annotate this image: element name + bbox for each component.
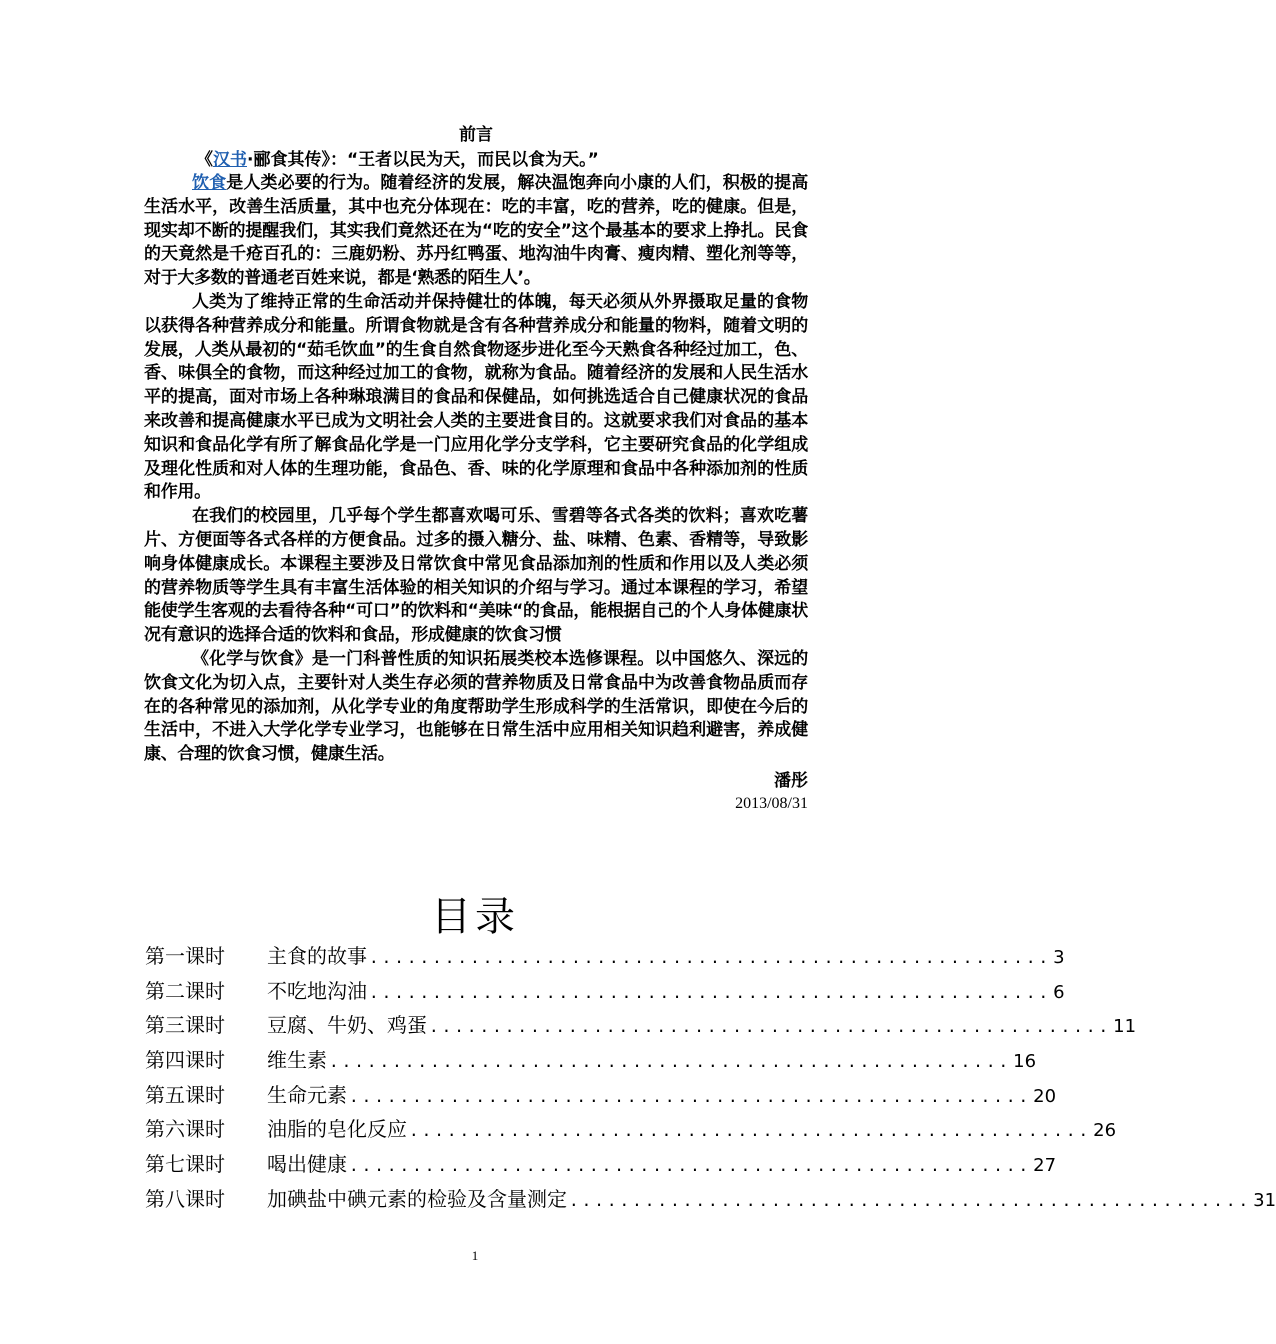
- toc-leader-dots: ......................................................: [409, 1121, 1092, 1141]
- toc-leader-dots: ......................................................: [569, 1190, 1252, 1210]
- toc-leader-dots: ......................................................: [369, 982, 1052, 1002]
- preface-paragraph-1: [144, 172, 808, 291]
- preface-quote: [144, 148, 808, 172]
- quote-open: 《: [196, 150, 213, 170]
- toc-entry[interactable]: [145, 1113, 1117, 1148]
- toc-leader-dots: ......................................................: [429, 1017, 1112, 1037]
- preface-paragraph-4: 《化学与饮食》是一门科普性质的知识拓展类校本选修课程。以中国悠久、深远的饮食文化为切入点，主要针对人类生存必须的营养物质及日常食品中为改善食物品质而存在的各种常见的添加剂，从化学专业的角度帮助学生形成科学的生活常识，即使在今后的生活中，不进入大学化学专业学习，也能够在日常生活中应用相关知识趋利避害，养成健康、合理的饮食习惯，健康生活。: [144, 648, 808, 765]
- toc-page-number: 16: [1013, 1051, 1037, 1073]
- page-number: 1: [471, 1248, 479, 1263]
- toc-lesson: 第四课时: [145, 1048, 225, 1073]
- toc-page-number: 3: [1053, 947, 1065, 968]
- yinshi-link[interactable]: 饮食: [192, 173, 227, 193]
- table-of-contents: [145, 940, 1276, 1218]
- toc-page-number: 20: [1033, 1085, 1057, 1107]
- preface-section: [144, 124, 808, 815]
- toc-leader-dots: ......................................................: [369, 948, 1052, 967]
- toc-entry[interactable]: [145, 1079, 1057, 1114]
- toc-topic: 豆腐、牛奶、鸡蛋: [267, 1013, 427, 1038]
- toc-lesson: 第二课时: [145, 978, 225, 1003]
- hanshu-link[interactable]: 汉书: [213, 150, 247, 170]
- toc-entry[interactable]: [145, 1009, 1137, 1044]
- signature-date: 2013/08/31: [735, 794, 808, 812]
- author-signature: 潘彤: [774, 770, 808, 791]
- toc-lesson: 第七课时: [145, 1152, 225, 1177]
- toc-topic: 维生素: [267, 1048, 327, 1073]
- toc-lesson: 第三课时: [145, 1013, 225, 1038]
- toc-entry[interactable]: [145, 1044, 1037, 1079]
- toc-entry[interactable]: [145, 1183, 1276, 1218]
- toc-lesson: 第六课时: [145, 1117, 225, 1142]
- toc-entry[interactable]: [145, 975, 1065, 1010]
- toc-entry[interactable]: [145, 940, 1065, 975]
- toc-topic: 喝出健康: [267, 1152, 347, 1177]
- toc-title: 目录: [431, 894, 519, 940]
- toc-page-number: 6: [1053, 981, 1065, 1003]
- toc-leader-dots: ......................................................: [349, 1086, 1032, 1106]
- toc-topic: 油脂的皂化反应: [267, 1117, 407, 1142]
- quote-text: ·郦食其传》：“王者以民为天，而民以食为天。”: [247, 150, 599, 170]
- toc-topic: 不吃地沟油: [267, 978, 367, 1003]
- toc-leader-dots: ......................................................: [329, 1052, 1012, 1072]
- toc-leader-dots: ......................................................: [349, 1156, 1032, 1176]
- toc-topic: 主食的故事: [267, 944, 367, 968]
- toc-page-number: 26: [1093, 1120, 1117, 1142]
- toc-topic: 加碘盐中碘元素的检验及含量测定: [267, 1186, 567, 1211]
- toc-page-number: 27: [1033, 1155, 1057, 1177]
- preface-title: 前言: [459, 125, 493, 145]
- toc-page-number: 31: [1253, 1189, 1276, 1211]
- paragraph-1-text: 是人类必要的行为。随着经济的发展，解决温饱奔向小康的人们，积极的提高生活水平，改善生活质量，其中也充分体现在：吃的丰富，吃的营养，吃的健康。但是，现实却不断的提醒我们，其实我们竟然还在为“吃的安全”这个最基本的要求上挣扎。民食的天竟然是千疮百孔的：三鹿奶粉、苏丹红鸭蛋、地沟油牛肉膏、瘦肉精、塑化剂等等，对于大多数的普通老百姓来说，都是‘熟悉的陌生人’。: [144, 173, 808, 289]
- toc-entry[interactable]: [145, 1148, 1057, 1183]
- toc-page-number: 11: [1113, 1016, 1137, 1038]
- toc-topic: 生命元素: [267, 1082, 347, 1107]
- preface-paragraph-2: 人类为了维持正常的生命活动并保持健壮的体魄，每天必须从外界摄取足量的食物以获得各种营养成分和能量。所谓食物就是含有各种营养成分和能量的物料，随着文明的发展，人类从最初的“茹毛饮血”的生食自然食物逐步进化至今天熟食各种经过加工，色、香、味俱全的食物，而这种经过加工的食物，就称为食品。随着经济的发展和人民生活水平的提高，面对市场上各种琳琅满目的食品和保健品，如何挑选适合自己健康状况的食品来改善和提高健康水平已成为文明社会人类的主要进食目的。这就要求我们对食品的基本知识和食品化学有所了解食品化学是一门应用化学分支学科，它主要研究食品的化学组成及理化性质和对人体的生理功能，食品色、香、味的化学原理和食品中各种添加剂的性质和作用。: [144, 291, 808, 503]
- preface-paragraph-3: 在我们的校园里，几乎每个学生都喜欢喝可乐、雪碧等各式各类的饮料；喜欢吃薯片、方便面等各式各样的方便食品。过多的摄入糖分、盐、味精、色素、香精等，导致影响身体健康成长。本课程主要涉及日常饮食中常见食品添加剂的性质和作用以及人类必须的营养物质等学生具有丰富生活体验的相关知识的介绍与学习。通过本课程的学习，希望能使学生客观的去看待各种“可口”的饮料和“美味“的食品，能根据自己的个人身体健康状况有意识的选择合适的饮料和食品，形成健康的饮食习惯: [144, 506, 808, 646]
- toc-lesson: 第五课时: [145, 1082, 225, 1107]
- toc-lesson: 第一课时: [145, 944, 225, 968]
- toc-lesson: 第八课时: [145, 1186, 225, 1211]
